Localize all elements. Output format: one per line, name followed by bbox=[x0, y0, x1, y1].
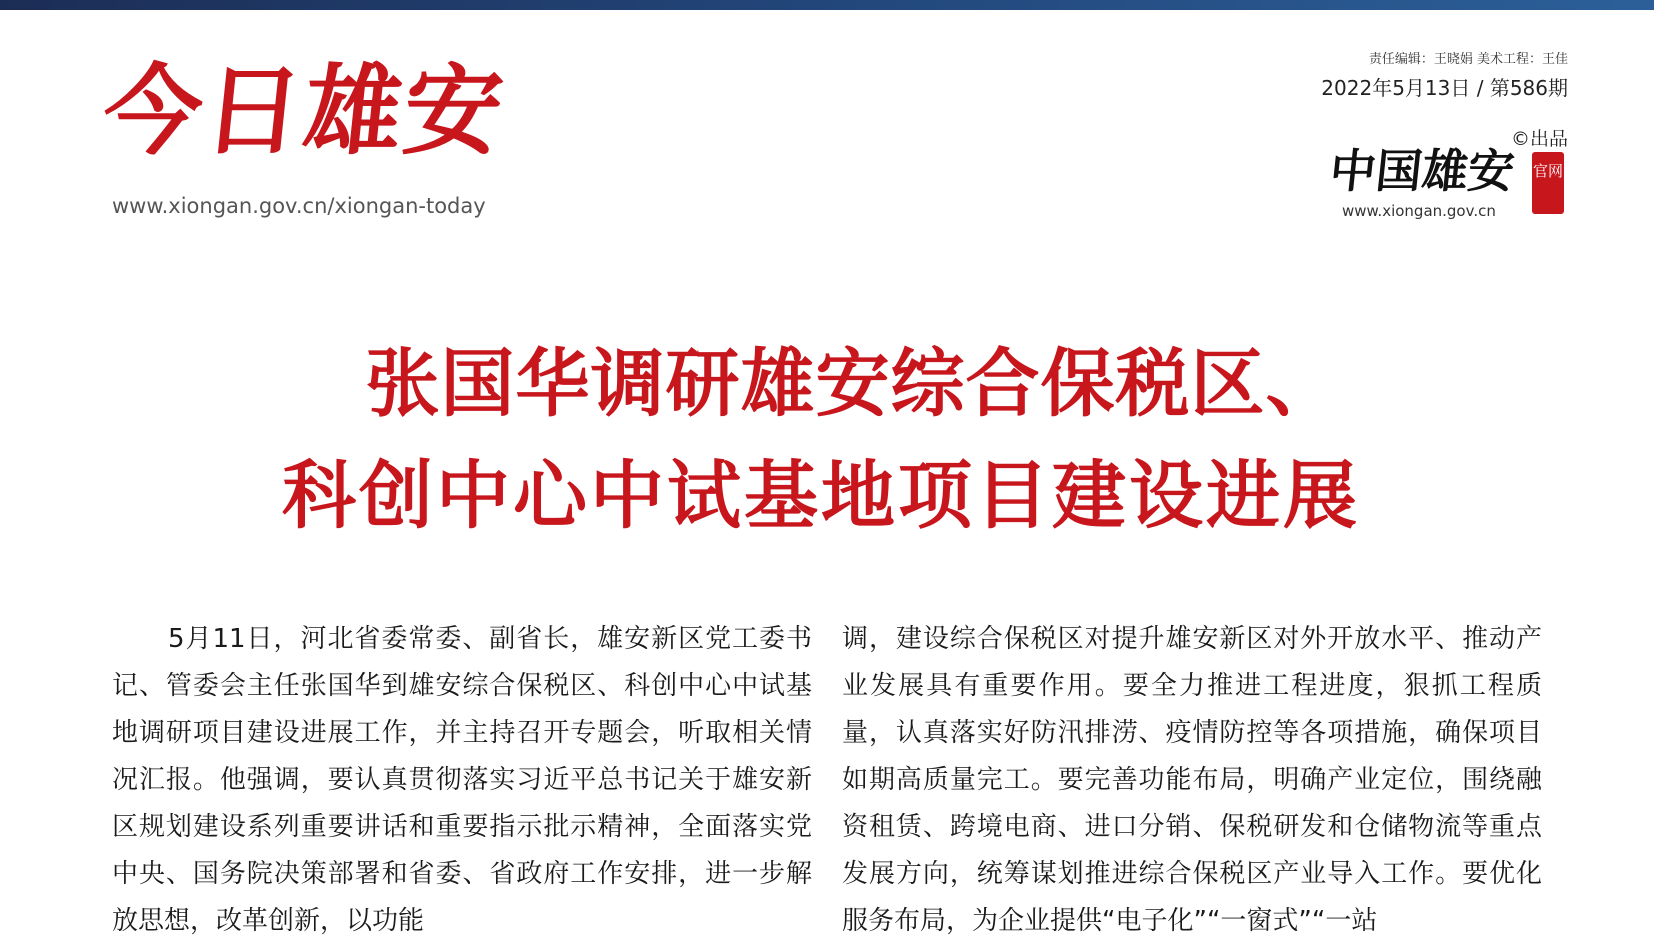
article-headline bbox=[0, 328, 1654, 552]
article-column-left bbox=[112, 616, 812, 936]
seal-icon: 官网 bbox=[1532, 152, 1564, 214]
headline-line-1: 张国华调研雄安综合保税区、 bbox=[365, 341, 1341, 427]
top-color-bar bbox=[0, 0, 1654, 10]
masthead-url[interactable]: www.xiongan.gov.cn/xiongan-today bbox=[112, 194, 486, 218]
article-column-right bbox=[842, 616, 1542, 936]
issue-date: 2022年5月13日 / 第586期 bbox=[1321, 76, 1568, 100]
masthead bbox=[100, 52, 540, 232]
article-paragraph: 5月11日，河北省委常委、副省长，雄安新区党工委书记、管委会主任张国华到雄安综合保税区、科创中心中试基地调研项目建设进展工作，并主持召开专题会，听取相关情况汇报。他强调，要认真贯彻落实习近平总书记关于雄安新区规划建设系列重要讲话和重要指示批示精神，全面落实党中央、国务院决策部署和省委、省政府工作安排，进一步解放思想，改革创新，以功能 bbox=[112, 624, 812, 936]
headline-line-2: 科创中心中试基地项目建设进展 bbox=[282, 453, 1360, 539]
brand-logo[interactable] bbox=[1322, 144, 1570, 228]
brand-name: 中国雄安 bbox=[1327, 144, 1517, 198]
masthead-title: 今日雄安 bbox=[98, 54, 511, 169]
article-paragraph: 调，建设综合保税区对提升雄安新区对外开放水平、推动产业发展具有重要作用。要全力推进工程进度，狠抓工程质量，认真落实好防汛排涝、疫情防控等各项措施，确保项目如期高质量完工。要完善功能布局，明确产业定位，围绕融资租赁、跨境电商、进口分销、保税研发和仓储物流等重点发展方向，统筹谋划推进综合保税区产业导入工作。要优化服务布局，为企业提供“电子化”“一窗式”“一站 bbox=[842, 624, 1542, 936]
publisher-credit: ©出品 bbox=[1510, 128, 1568, 150]
brand-url: www.xiongan.gov.cn bbox=[1342, 202, 1496, 220]
editors-credit: 责任编辑：王晓娟 美术工程：王佳 bbox=[1368, 52, 1568, 67]
